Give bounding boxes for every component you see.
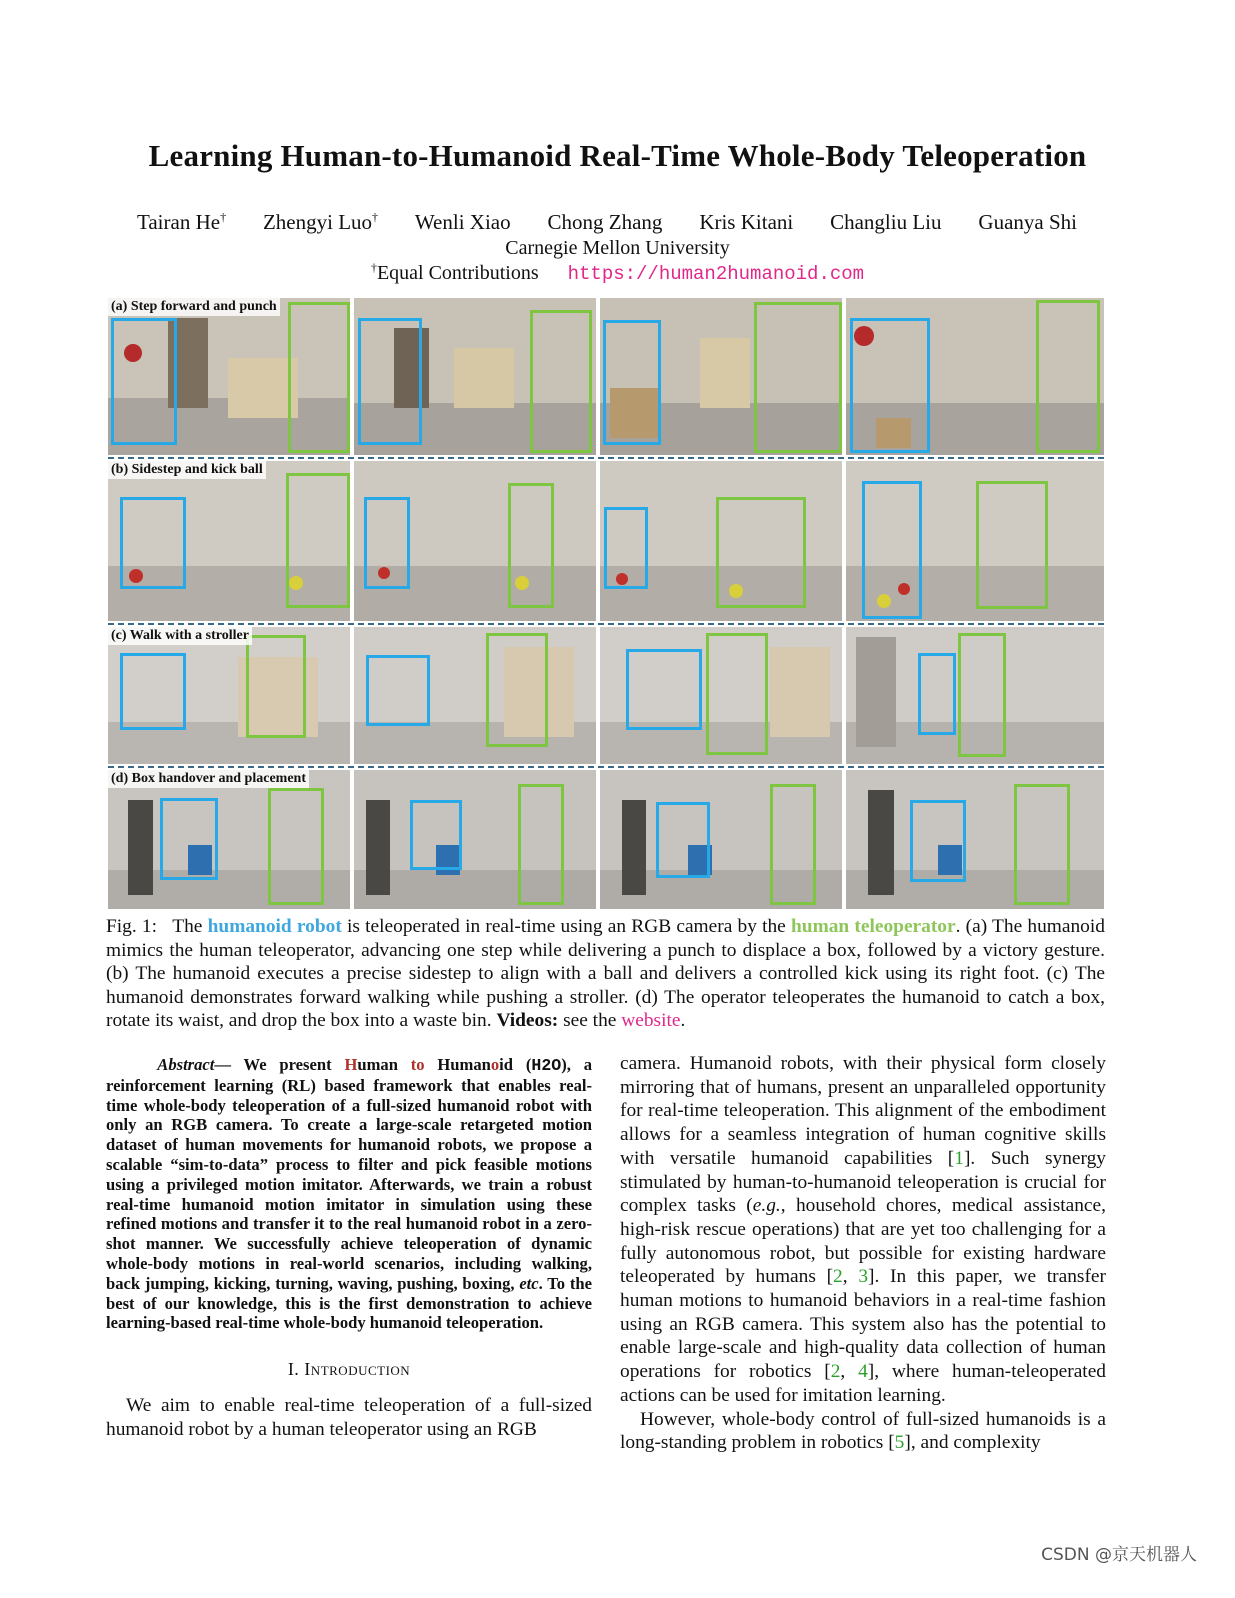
human-bounding-box bbox=[268, 788, 324, 905]
affiliation: Carnegie Mellon University bbox=[505, 237, 730, 259]
author: Changliu Liu bbox=[830, 210, 942, 234]
photo-panel bbox=[108, 461, 350, 621]
human-bounding-box bbox=[958, 633, 1006, 757]
photo-panel bbox=[108, 770, 350, 909]
paper-title: Learning Human-to-Humanoid Real-Time Whole-Body Teleoperation bbox=[148, 138, 1087, 173]
row-label: (a) Step forward and punch bbox=[108, 298, 280, 316]
author: Guanya Shi bbox=[978, 210, 1077, 234]
robot-bounding-box bbox=[656, 802, 710, 878]
figure-row-c bbox=[108, 627, 1104, 764]
photo-panel bbox=[600, 461, 842, 621]
figure-caption: Fig. 1: The humanoid robot is teleoperated in real-time using an RGB camera by the human teleoperator. (a) The humanoid mimics the human teleoperator, advancing one step while delivering a punch to displace a box, followed by a victory gesture. (b) The humanoid executes a precise sidestep to align with a ball and delivers a controlled kick using its right foot. (c) The humanoid demonstrates forward walking while pushing a stroller. (d) The operator teleoperates the humanoid to catch a box, rotate its waist, and drop the box into a waste bin. Videos: see the website. bbox=[106, 916, 1105, 1032]
photo-panel bbox=[600, 627, 842, 764]
left-column bbox=[106, 1055, 592, 1442]
row-separator bbox=[108, 766, 1104, 768]
human-bounding-box bbox=[246, 635, 306, 738]
figure-row-b bbox=[108, 461, 1104, 621]
equal-contribution-note: †Equal Contributions https://human2humanoid.com bbox=[370, 260, 865, 285]
intro-paragraph: However, whole-body control of full-sized humanoids is a long-standing problem in robotics [5], and complexity bbox=[620, 1408, 1106, 1454]
robot-bounding-box bbox=[366, 655, 430, 726]
row-label: (d) Box handover and placement bbox=[108, 770, 309, 788]
photo-panel bbox=[354, 461, 596, 621]
section-heading: I. Introduction bbox=[287, 1359, 411, 1380]
robot-bounding-box bbox=[358, 318, 422, 445]
photo-panel bbox=[354, 770, 596, 909]
human-bounding-box bbox=[770, 784, 816, 905]
project-url-link[interactable]: https://human2humanoid.com bbox=[567, 263, 865, 285]
photo-panel bbox=[600, 298, 842, 455]
figure-row-d bbox=[108, 770, 1104, 909]
human-bounding-box bbox=[1014, 784, 1070, 905]
human-bounding-box bbox=[706, 633, 768, 755]
photo-panel bbox=[846, 627, 1104, 764]
human-bounding-box bbox=[486, 633, 548, 747]
author: Kris Kitani bbox=[699, 210, 794, 234]
robot-bounding-box bbox=[120, 497, 186, 589]
right-column bbox=[620, 1052, 1106, 1455]
row-label: (b) Sidestep and kick ball bbox=[108, 461, 266, 479]
author: Tairan He† bbox=[137, 210, 227, 234]
robot-bounding-box bbox=[918, 653, 956, 735]
robot-bounding-box bbox=[626, 649, 702, 730]
watermark: CSDN @京天机器人 bbox=[1041, 1545, 1197, 1565]
robot-bounding-box bbox=[120, 653, 186, 730]
author: Chong Zhang bbox=[547, 210, 663, 234]
human-bounding-box bbox=[518, 784, 564, 905]
photo-panel bbox=[846, 461, 1104, 621]
intro-paragraph: camera. Humanoid robots, with their physical form closely mirroring that of humans, present an unparalleled opportunity for real-time teleoperation. This alignment of the embodiment allows for a seamless integration of human cognitive skills with versatile humanoid capabilities [1]. Such synergy stimulated by human-to-humanoid teleoperation is crucial for complex tasks (e.g., household chores, medical assistance, high-risk rescue operations) that are yet too challenging for a fully autonomous robot, but possible for existing hardware teleoperated by humans [2, 3]. In this paper, we transfer human motions to humanoid behaviors in a real-time fashion using an RGB camera. This system also has the potential to enable large-scale and high-quality data collection of human operations for robotics [2, 4], where human-teleoperated actions can be used for imitation learning. bbox=[620, 1053, 1107, 1406]
row-label: (c) Walk with a stroller bbox=[108, 627, 252, 645]
row-separator bbox=[108, 457, 1104, 459]
photo-panel bbox=[354, 627, 596, 764]
human-bounding-box bbox=[716, 497, 806, 608]
human-bounding-box bbox=[530, 310, 592, 453]
robot-bounding-box bbox=[604, 507, 648, 589]
website-link[interactable]: website bbox=[621, 1010, 681, 1032]
author: Wenli Xiao bbox=[414, 210, 511, 234]
row-separator bbox=[108, 623, 1104, 625]
abstract: Abstract— We present Human to Humanoid (H2O), a reinforcement learning (RL) based framework that enables real-time whole-body teleoperation of a full-sized humanoid robot with only an RGB camera. To create a large-scale retargeted motion dataset of human movements for humanoid robots, we propose a scalable “sim-to-data” process to filter and pick feasible motions using a privileged motion imitator. Afterwards, we train a robust real-time humanoid motion imitator in simulation using these refined motions and transfer it to the real humanoid robot in a zero-shot manner. We successfully achieve teleoperation of dynamic whole-body motions in real-world scenarios, including walking, back jumping, kicking, turning, waving, pushing, boxing, etc. To the best of our knowledge, this is the first demonstration to achieve learning-based real-time whole-body humanoid teleoperation. bbox=[106, 1055, 593, 1333]
human-bounding-box bbox=[754, 302, 842, 453]
human-bounding-box bbox=[286, 473, 350, 608]
robot-bounding-box bbox=[850, 318, 930, 453]
robot-bounding-box bbox=[910, 800, 966, 882]
robot-bounding-box bbox=[160, 798, 218, 880]
robot-bounding-box bbox=[410, 800, 462, 870]
photo-panel bbox=[846, 298, 1104, 455]
intro-paragraph: We aim to enable real-time teleoperation of a full-sized humanoid robot by a human teleoperator using an RGB bbox=[106, 1395, 592, 1440]
human-bounding-box bbox=[976, 481, 1048, 609]
photo-panel bbox=[108, 627, 350, 764]
photo-panel bbox=[108, 298, 350, 455]
figure-1 bbox=[108, 298, 1104, 909]
figure-row-a bbox=[108, 298, 1104, 455]
robot-bounding-box bbox=[603, 320, 661, 445]
human-bounding-box bbox=[508, 483, 554, 608]
author-list bbox=[137, 210, 1077, 235]
photo-panel bbox=[600, 770, 842, 909]
robot-bounding-box bbox=[111, 318, 177, 445]
photo-panel bbox=[354, 298, 596, 455]
robot-bounding-box bbox=[862, 481, 922, 619]
human-bounding-box bbox=[1036, 300, 1100, 453]
author: Zhengyi Luo† bbox=[262, 210, 379, 234]
photo-panel bbox=[846, 770, 1104, 909]
robot-bounding-box bbox=[364, 497, 410, 589]
human-bounding-box bbox=[288, 302, 350, 453]
